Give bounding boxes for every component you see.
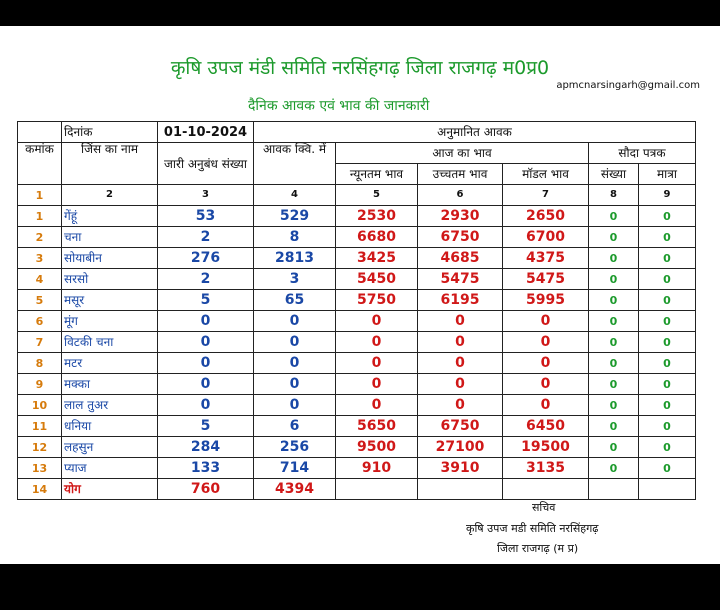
contracts-cell: 2 [158, 269, 254, 290]
column-number: 1 [18, 185, 62, 206]
deal-count-cell: 0 [589, 416, 639, 437]
commodity-header: जिंस का नाम [62, 143, 158, 185]
modal-price-header: मॉडल भाव [503, 164, 589, 185]
modal-price-cell: 6450 [503, 416, 589, 437]
arrival-qty-header: आवक क्वि. में [254, 143, 336, 185]
report-sheet [0, 26, 720, 564]
deal-count-cell: 0 [589, 332, 639, 353]
modal-price-cell: 0 [503, 332, 589, 353]
date-label: दिनांक [62, 122, 158, 143]
table-row [18, 458, 696, 479]
serial-cell: 1 [18, 206, 62, 227]
contracts-cell: 5 [158, 290, 254, 311]
arrival-cell: 714 [254, 458, 336, 479]
deal-count-cell: 0 [589, 227, 639, 248]
deal-qty-cell: 0 [639, 227, 696, 248]
report-date: 01-10-2024 [158, 122, 254, 143]
deal-qty-cell: 0 [639, 290, 696, 311]
deal-count-cell: 0 [589, 395, 639, 416]
max-price-cell: 2930 [418, 206, 503, 227]
deal-qty-cell: 0 [639, 395, 696, 416]
contract-count-header: जारी अनुबंध संख्या [158, 143, 254, 185]
serial-cell: 2 [18, 227, 62, 248]
table-row [18, 374, 696, 395]
min-price-cell: 5450 [336, 269, 418, 290]
max-price-cell: 27100 [418, 437, 503, 458]
table-row [18, 311, 696, 332]
contracts-cell: 5 [158, 416, 254, 437]
table-row [18, 416, 696, 437]
today-price-header: आज का भाव [336, 143, 589, 164]
deal-qty-header: मात्रा [639, 164, 696, 185]
total-serial: 14 [18, 479, 62, 500]
modal-price-cell: 0 [503, 353, 589, 374]
min-price-cell: 0 [336, 311, 418, 332]
table-row [18, 437, 696, 458]
arrival-cell: 0 [254, 395, 336, 416]
serial-cell: 10 [18, 395, 62, 416]
deal-qty-cell: 0 [639, 416, 696, 437]
deal-header: सौदा पत्रक [589, 143, 696, 164]
commodity-name-cell: गेंहूं [62, 206, 158, 227]
commodity-name-cell: सोयाबीन [62, 248, 158, 269]
deal-count-cell: 0 [589, 248, 639, 269]
commodity-name-cell: मसूर [62, 290, 158, 311]
contracts-cell: 2 [158, 227, 254, 248]
serial-cell: 5 [18, 290, 62, 311]
serial-cell: 6 [18, 311, 62, 332]
contracts-cell: 0 [158, 332, 254, 353]
modal-price-cell: 6700 [503, 227, 589, 248]
arrival-cell: 6 [254, 416, 336, 437]
deal-qty-cell: 0 [639, 437, 696, 458]
table-row [18, 227, 696, 248]
min-price-header: न्यूनतम भाव [336, 164, 418, 185]
commodity-name-cell: धनिया [62, 416, 158, 437]
estimated-arrival-header: अनुमानित आवक [254, 122, 696, 143]
max-price-cell: 3910 [418, 458, 503, 479]
serial-cell: 3 [18, 248, 62, 269]
page-title: कृषि उपज मंडी समिति नरसिंहगढ़ जिला राजगढ़ म0प्र0 [170, 57, 550, 79]
max-price-cell: 0 [418, 395, 503, 416]
footer-district: जिला राजगढ़ (म प्र) [497, 542, 579, 555]
deal-qty-cell: 0 [639, 206, 696, 227]
commodity-name-cell: मूंग [62, 311, 158, 332]
column-number: 2 [62, 185, 158, 206]
modal-price-cell: 5475 [503, 269, 589, 290]
max-price-cell: 0 [418, 374, 503, 395]
max-price-cell: 5475 [418, 269, 503, 290]
arrival-cell: 0 [254, 311, 336, 332]
contracts-cell: 0 [158, 353, 254, 374]
table-row [18, 395, 696, 416]
max-price-cell: 4685 [418, 248, 503, 269]
serial-cell: 8 [18, 353, 62, 374]
total-contracts: 760 [158, 479, 254, 500]
commodity-name-cell: चना [62, 227, 158, 248]
column-number: 8 [589, 185, 639, 206]
footer-secretary: सचिव [532, 501, 556, 514]
report-subtitle: दैनिक आवक एवं भाव की जानकारी [248, 98, 430, 114]
table-row [18, 206, 696, 227]
header-row-2 [18, 143, 696, 164]
min-price-cell: 9500 [336, 437, 418, 458]
serial-cell: 9 [18, 374, 62, 395]
modal-price-cell: 5995 [503, 290, 589, 311]
deal-count-cell: 0 [589, 437, 639, 458]
column-number: 3 [158, 185, 254, 206]
max-price-header: उच्चतम भाव [418, 164, 503, 185]
column-number: 6 [418, 185, 503, 206]
commodity-rows [18, 206, 696, 479]
footer-committee: कृषि उपज मडी समिति नरसिंहगढ़ [466, 522, 599, 535]
deal-count-cell: 0 [589, 311, 639, 332]
modal-price-cell: 3135 [503, 458, 589, 479]
contracts-cell: 53 [158, 206, 254, 227]
commodity-name-cell: मटर [62, 353, 158, 374]
deal-count-header: संख्या [589, 164, 639, 185]
commodity-name-cell: मक्का [62, 374, 158, 395]
email-address: apmcnarsingarh@gmail.com [556, 80, 700, 91]
min-price-cell: 0 [336, 395, 418, 416]
arrival-cell: 0 [254, 353, 336, 374]
total-label: योग [62, 479, 158, 500]
min-price-cell: 2530 [336, 206, 418, 227]
arrival-cell: 256 [254, 437, 336, 458]
contracts-cell: 276 [158, 248, 254, 269]
modal-price-cell: 19500 [503, 437, 589, 458]
arrival-price-table [17, 121, 696, 500]
min-price-cell: 5650 [336, 416, 418, 437]
commodity-name-cell: सरसो [62, 269, 158, 290]
min-price-cell: 6680 [336, 227, 418, 248]
serial-header: कमांक [18, 143, 62, 185]
serial-cell: 4 [18, 269, 62, 290]
commodity-name-cell: विटकी चना [62, 332, 158, 353]
commodity-name-cell: लहसुन [62, 437, 158, 458]
min-price-cell: 0 [336, 332, 418, 353]
serial-cell: 7 [18, 332, 62, 353]
column-number: 4 [254, 185, 336, 206]
serial-cell: 11 [18, 416, 62, 437]
deal-count-cell: 0 [589, 458, 639, 479]
max-price-cell: 0 [418, 311, 503, 332]
contracts-cell: 0 [158, 395, 254, 416]
deal-qty-cell: 0 [639, 353, 696, 374]
modal-price-cell: 0 [503, 311, 589, 332]
min-price-cell: 0 [336, 353, 418, 374]
deal-count-cell: 0 [589, 290, 639, 311]
deal-qty-cell: 0 [639, 374, 696, 395]
column-number: 5 [336, 185, 418, 206]
contracts-cell: 133 [158, 458, 254, 479]
modal-price-cell: 0 [503, 374, 589, 395]
total-row [18, 479, 696, 500]
contracts-cell: 284 [158, 437, 254, 458]
min-price-cell: 3425 [336, 248, 418, 269]
deal-count-cell: 0 [589, 206, 639, 227]
arrival-cell: 8 [254, 227, 336, 248]
contracts-cell: 0 [158, 311, 254, 332]
arrival-cell: 3 [254, 269, 336, 290]
deal-qty-cell: 0 [639, 269, 696, 290]
modal-price-cell: 0 [503, 395, 589, 416]
min-price-cell: 5750 [336, 290, 418, 311]
min-price-cell: 910 [336, 458, 418, 479]
max-price-cell: 6750 [418, 416, 503, 437]
column-number-row [18, 185, 696, 206]
max-price-cell: 6750 [418, 227, 503, 248]
deal-count-cell: 0 [589, 269, 639, 290]
serial-cell: 12 [18, 437, 62, 458]
min-price-cell: 0 [336, 374, 418, 395]
deal-qty-cell: 0 [639, 311, 696, 332]
max-price-cell: 0 [418, 353, 503, 374]
deal-qty-cell: 0 [639, 332, 696, 353]
serial-cell: 13 [18, 458, 62, 479]
max-price-cell: 0 [418, 332, 503, 353]
header-row-1 [18, 122, 696, 143]
table-row [18, 353, 696, 374]
deal-count-cell: 0 [589, 374, 639, 395]
deal-qty-cell: 0 [639, 248, 696, 269]
table-row [18, 290, 696, 311]
column-number: 7 [503, 185, 589, 206]
total-arrival: 4394 [254, 479, 336, 500]
arrival-cell: 0 [254, 374, 336, 395]
commodity-name-cell: प्याज [62, 458, 158, 479]
contracts-cell: 0 [158, 374, 254, 395]
table-row [18, 269, 696, 290]
deal-count-cell: 0 [589, 353, 639, 374]
arrival-cell: 0 [254, 332, 336, 353]
column-number: 9 [639, 185, 696, 206]
table-row [18, 248, 696, 269]
arrival-cell: 2813 [254, 248, 336, 269]
arrival-cell: 65 [254, 290, 336, 311]
arrival-cell: 529 [254, 206, 336, 227]
modal-price-cell: 2650 [503, 206, 589, 227]
max-price-cell: 6195 [418, 290, 503, 311]
commodity-name-cell: लाल तुअर [62, 395, 158, 416]
deal-qty-cell: 0 [639, 458, 696, 479]
table-row [18, 332, 696, 353]
modal-price-cell: 4375 [503, 248, 589, 269]
